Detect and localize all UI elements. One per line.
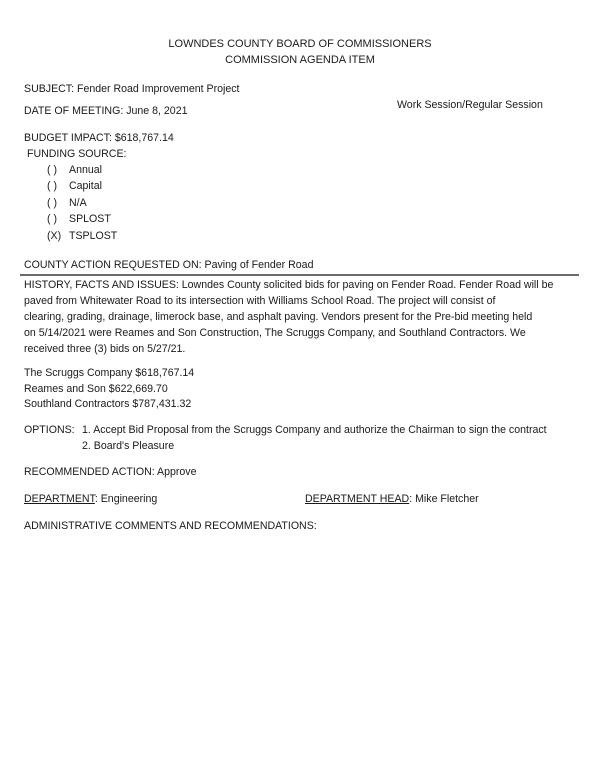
budget-impact: BUDGET IMPACT: $618,767.14 <box>24 132 174 144</box>
document-title: LOWNDES COUNTY BOARD OF COMMISSIONERS <box>168 38 432 50</box>
department-head <box>305 491 479 507</box>
date-of-meeting: DATE OF MEETING: June 8, 2021 <box>24 105 188 117</box>
department-label: DEPARTMENT <box>24 493 95 505</box>
department-head-label: DEPARTMENT HEAD <box>305 493 410 505</box>
options-label: OPTIONS: <box>24 424 75 436</box>
recommended-action: RECOMMENDED ACTION: Approve <box>24 466 197 478</box>
bid-scruggs: The Scruggs Company $618,767.14 <box>24 367 195 379</box>
history-line: on 5/14/2021 were Reames and Son Construction, The Scruggs Company, and Southland Contractors. We <box>24 327 526 339</box>
history-line: clearing, grading, drainage, limerock base, and asphalt paving. Vendors present for the Pre-bid meeting held <box>24 311 533 323</box>
bid-reames: Reames and Son $622,669.70 <box>24 383 168 395</box>
history-line: HISTORY, FACTS AND ISSUES: Lowndes County solicited bids for paving on Fender Road. Fender Road will be <box>24 279 554 291</box>
funding-option-tsplost: TSPLOST <box>69 230 118 242</box>
section-divider <box>20 274 579 276</box>
funding-option-annual: Annual <box>69 164 102 176</box>
subject: SUBJECT: Fender Road Improvement Project <box>24 83 240 95</box>
funding-mark-annual: ( ) <box>47 164 57 176</box>
funding-option-na: N/A <box>69 197 87 209</box>
county-action: COUNTY ACTION REQUESTED ON: Paving of Fender Road <box>24 259 314 271</box>
funding-mark-na: ( ) <box>47 197 57 209</box>
option-2: 2. Board's Pleasure <box>82 440 175 452</box>
document-subtitle: COMMISSION AGENDA ITEM <box>225 54 375 66</box>
funding-mark-tsplost: (X) <box>47 230 62 242</box>
funding-option-capital: Capital <box>69 180 102 192</box>
history-line: received three (3) bids on 5/27/21. <box>24 343 186 355</box>
bid-southland: Southland Contractors $787,431.32 <box>24 398 192 410</box>
department <box>24 491 157 507</box>
funding-source-label: FUNDING SOURCE: <box>27 148 127 160</box>
funding-option-splost: SPLOST <box>69 213 111 225</box>
department-head-value: : Mike Fletcher <box>409 493 479 505</box>
option-1: 1. Accept Bid Proposal from the Scruggs Company and authorize the Chairman to sign the contract <box>82 424 547 436</box>
funding-mark-capital: ( ) <box>47 180 57 192</box>
history-line: paved from Whitewater Road to its intersection with Williams School Road. The project will consist of <box>24 295 496 307</box>
admin-comments: ADMINISTRATIVE COMMENTS AND RECOMMENDATIONS: <box>24 520 317 532</box>
history-facts-issues <box>24 277 584 357</box>
department-value: : Engineering <box>94 493 158 505</box>
session-type: Work Session/Regular Session <box>397 99 543 111</box>
funding-mark-splost: ( ) <box>47 213 57 225</box>
